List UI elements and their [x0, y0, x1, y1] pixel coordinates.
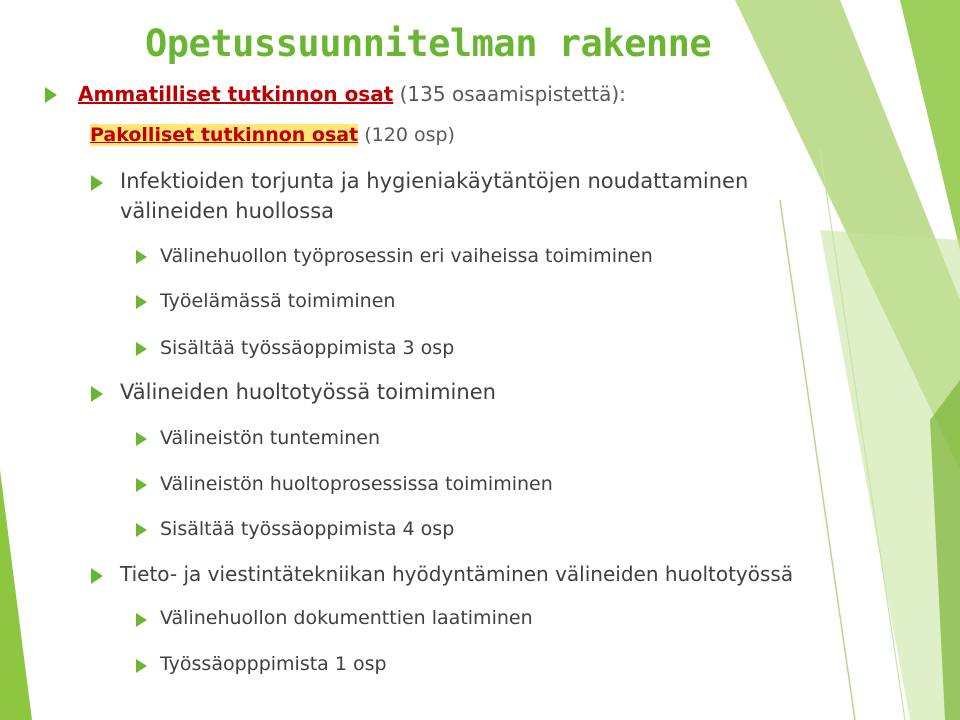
infektioiden-text: Infektioiden torjunta ja hygieniakäytäntöjen noudattaminen	[120, 169, 749, 193]
bullet-huoltoprosessi	[160, 473, 553, 496]
bullet-ammatilliset	[78, 82, 626, 106]
pakolliset-points: (120 osp)	[364, 124, 455, 146]
bullet-arrow-icon	[136, 295, 147, 309]
bullet-tieto-viestinta	[120, 562, 793, 586]
bullet-infektioiden	[120, 169, 748, 194]
dokumentit-text: Välinehuollon dokumenttien laatiminen	[160, 607, 533, 629]
tyossaoppiminen-1-text: Työssäopppimista 1 osp	[160, 653, 387, 675]
bullet-tyossaoppiminen-4	[160, 518, 454, 541]
ammatilliset-points: (135 osaamispistettä):	[399, 82, 626, 106]
bullet-arrow-icon	[136, 523, 147, 537]
bullet-tyossaoppiminen-1	[160, 653, 387, 676]
slide-title: Opetussuunnitelman rakenne	[145, 22, 712, 65]
huoltotyo-text: Välineiden huoltotyössä toimiminen	[120, 380, 496, 404]
bullet-arrow-icon	[136, 250, 147, 264]
bullet-arrow-icon	[136, 613, 147, 627]
bullet-arrow-icon	[91, 568, 103, 584]
bullet-arrow-icon	[136, 342, 147, 356]
infektioiden-text-cont: välineiden huollossa	[120, 199, 334, 223]
bullet-arrow-icon	[136, 659, 147, 673]
line-pakolliset	[90, 124, 455, 147]
valineiston-tunteminen-text: Välineistön tunteminen	[160, 427, 381, 449]
tyossaoppiminen-3-text: Sisältää työssäoppimista 3 osp	[160, 337, 455, 359]
bullet-infektioiden-cont	[120, 199, 334, 224]
bullet-arrow-icon	[136, 432, 147, 446]
bullet-dokumentit	[160, 607, 533, 630]
tieto-viestinta-text: Tieto- ja viestintätekniikan hyödyntäminen välineiden huoltotyössä	[120, 562, 794, 586]
huoltoprosessi-text: Välineistön huoltoprosessissa toimiminen	[160, 473, 553, 495]
tyoprosessi-text: Välinehuollon työprosessin eri vaiheissa toimiminen	[160, 245, 653, 267]
tyossaoppiminen-4-text: Sisältää työssäoppimista 4 osp	[160, 518, 455, 540]
bullet-valineiston-tunteminen	[160, 427, 380, 450]
pakolliset-label: Pakolliset tutkinnon osat	[90, 124, 359, 146]
tyoelama-text: Työelämässä toimiminen	[160, 290, 396, 312]
bullet-tyoelama	[160, 290, 395, 313]
bullet-tyossaoppiminen-3	[160, 337, 454, 360]
bullet-arrow-icon	[91, 386, 103, 402]
ammatilliset-label: Ammatilliset tutkinnon osat	[78, 82, 394, 106]
bullet-arrow-icon	[91, 175, 103, 191]
bullet-tyoprosessi	[160, 245, 653, 268]
bullet-huoltotyo	[120, 380, 496, 405]
bullet-arrow-icon	[45, 87, 57, 103]
bullet-arrow-icon	[136, 478, 147, 492]
